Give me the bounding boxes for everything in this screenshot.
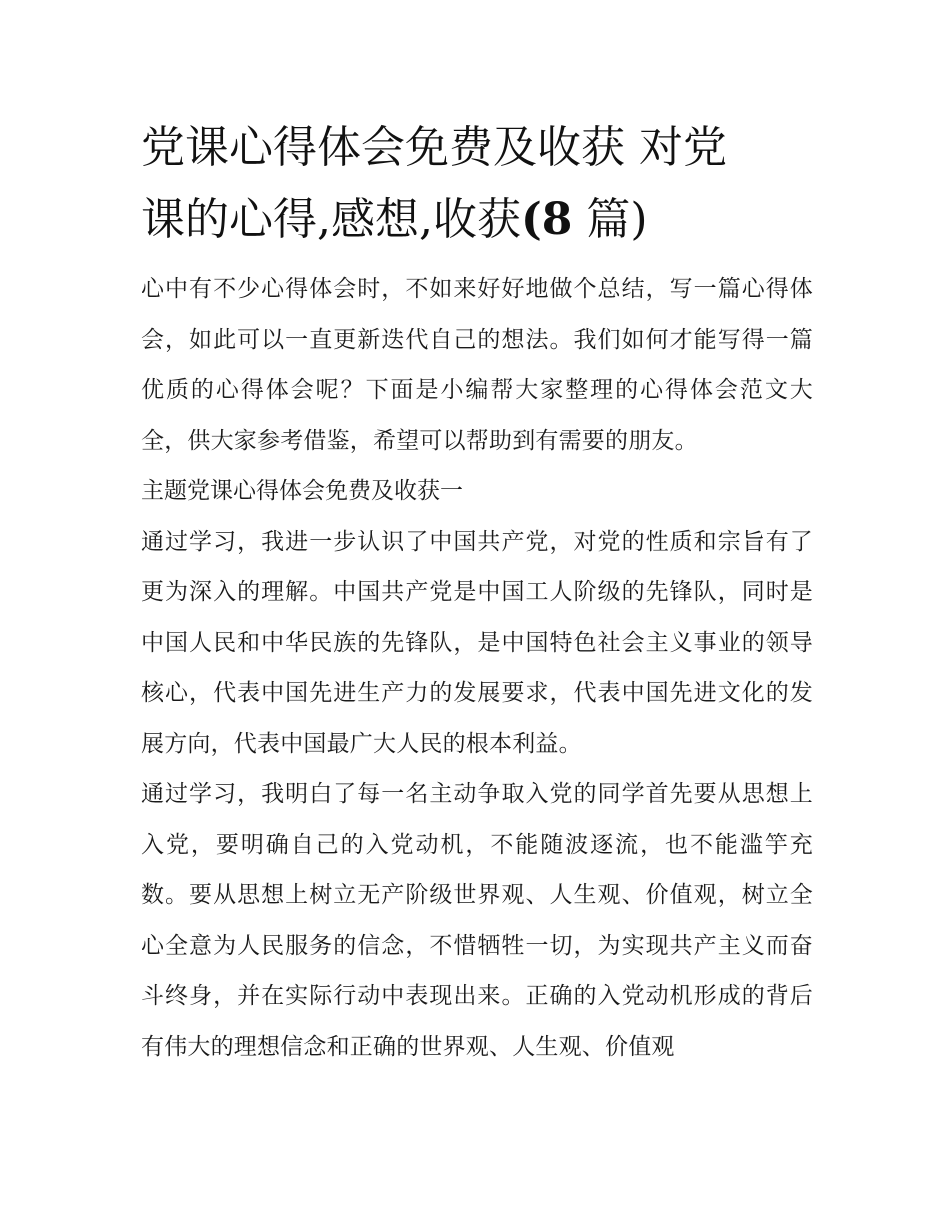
body-paragraph-2: 通过学习，我明白了每一名主动争取入党的同学首先要从思想上入党，要明确自己的入党动机，不能随波逐流，也不能滥竽充数。要从思想上树立无产阶级世界观、人生观、价值观，树立全心全意为人民服务的信念，不惜牺牲一切，为实现共产主义而奋斗终身，并在实际行动中表现出来。正确的入党动机形成的背后有伟大的理想信念和正确的世界观、人生观、价值观 [141,781,813,1060]
intro-paragraph: 心中有不少心得体会时，不如来好好地做个总结，写一篇心得体会，如此可以一直更新迭代自己的想法。我们如何才能写得一篇优质的心得体会呢？下面是小编帮大家整理的心得体会范文大全，供大家参考借鉴，希望可以帮助到有需要的朋友。 [141,276,813,454]
document-title [141,112,813,256]
title-suffix: 篇) [572,194,648,245]
section-heading: 主题党课心得体会免费及收获一 [141,478,463,504]
title-line-1: 党课心得体会免费及收获 对党 [141,122,727,173]
title-count: (8 [520,194,573,245]
document-body [141,112,813,1072]
title-line-2: 课的心得,感想,收获 [141,194,521,245]
body-paragraph-1: 通过学习，我进一步认识了中国共产党，对党的性质和宗旨有了更为深入的理解。中国共产党是中国工人阶级的先锋队，同时是中国人民和中华民族的先锋队，是中国特色社会主义事业的领导核心，代表中国先进生产力的发展要求，代表中国先进文化的发展方向，代表中国最广大人民的根本利益。 [141,528,813,757]
